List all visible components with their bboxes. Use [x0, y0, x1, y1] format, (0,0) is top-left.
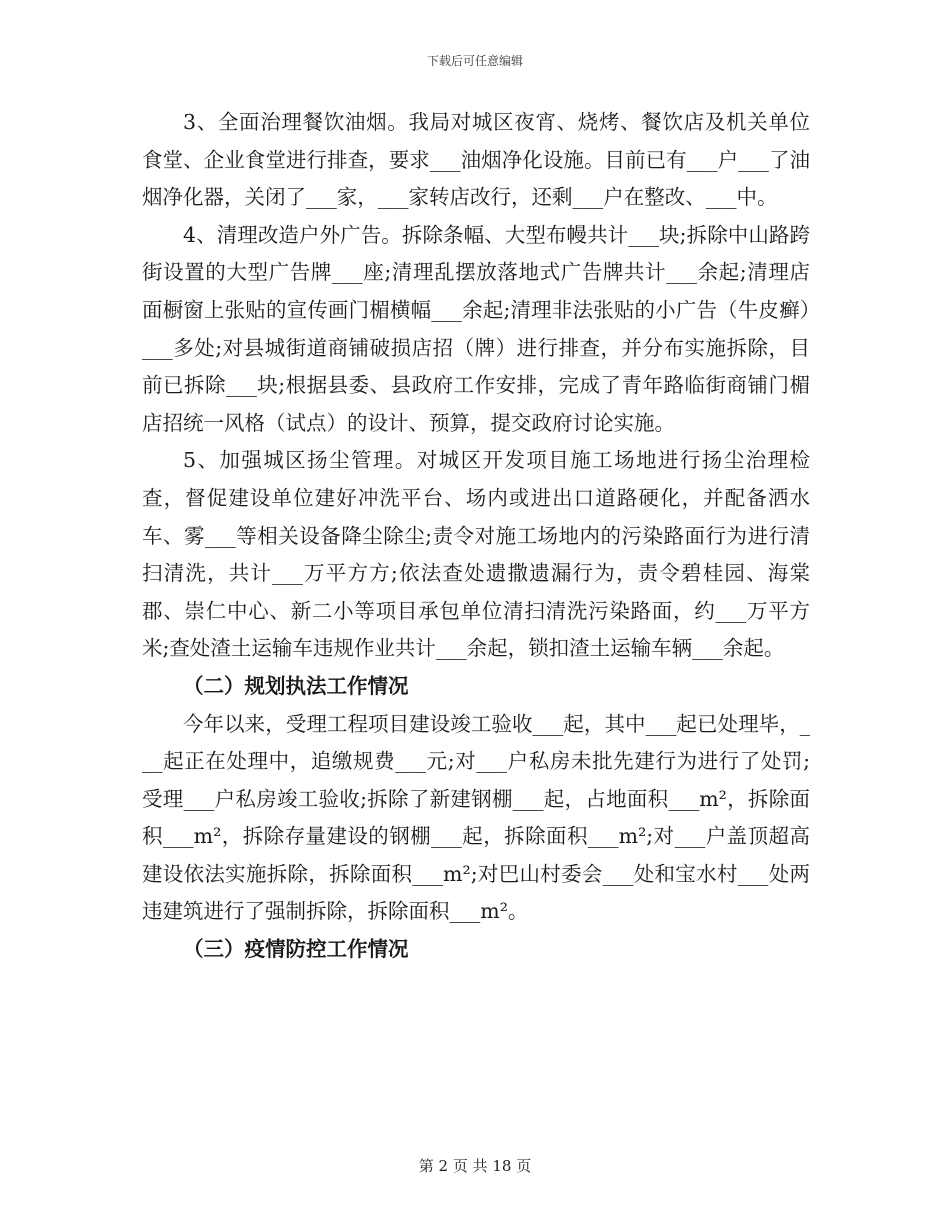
paragraph-planning-enforcement: 今年以来，受理工程项目建设竣工验收___起，其中___起已处理毕，___起正在处理中，追缴规费___元;对___户私房未批先建行为进行了处罚;受理___户私房竣工验收;拆除了新建钢棚___起，占地面积___m²，拆除面积___m²，拆除存量建设的钢棚___起，拆除面积___m²;对___户盖顶超高建设依法实施拆除，拆除面积___m²;对巴山村委会___处和宝水村___处两违建筑进行了强制拆除，拆除面积___m²。 — [142, 711, 810, 924]
document-body — [142, 104, 810, 969]
section-heading-epidemic-control: （三）疫情防控工作情况 — [183, 937, 409, 962]
section-heading-planning-enforcement: （二）规划执法工作情况 — [183, 673, 409, 698]
paragraph-catering-fumes: 3、全面治理餐饮油烟。我局对城区夜宵、烧烤、餐饮店及机关单位食堂、企业食堂进行排查，要求___油烟净化设施。目前已有___户___了油烟净化器，关闭了___家，___家转店改行，还剩___户在整改、___中。 — [142, 110, 810, 210]
paragraph-dust-control: 5、加强城区扬尘管理。对城区开发项目施工场地进行扬尘治理检查，督促建设单位建好冲洗平台、场内或进出口道路硬化，并配备洒水车、雾___等相关设备降尘除尘;责令对施工场地内的污染路面行为进行清扫清洗，共计___万平方方;依法查处遗撒遗漏行为，责令碧桂园、海棠郡、崇仁中心、新二小等项目承包单位清扫清洗污染路面，约___万平方米;查处渣土运输车违规作业共计___余起，锁扣渣土运输车辆___余起。 — [142, 448, 810, 661]
page-number: 第 2 页 共 18 页 — [418, 1157, 532, 1175]
page-header-note: 下载后可任意编辑 — [426, 54, 523, 68]
paragraph-outdoor-ads: 4、清理改造户外广告。拆除条幅、大型布幔共计___块;拆除中山路跨街设置的大型广告牌___座;清理乱摆放落地式广告牌共计___余起;清理店面橱窗上张贴的宣传画门楣横幅___余起;清理非法张贴的小广告（牛皮癣）___多处;对县城街道商铺破损店招（牌）进行排查，并分布实施拆除，目前已拆除___块;根据县委、县政府工作安排，完成了青年路临街商铺门楣店招统一风格（试点）的设计、预算，提交政府讨论实施。 — [142, 222, 810, 435]
